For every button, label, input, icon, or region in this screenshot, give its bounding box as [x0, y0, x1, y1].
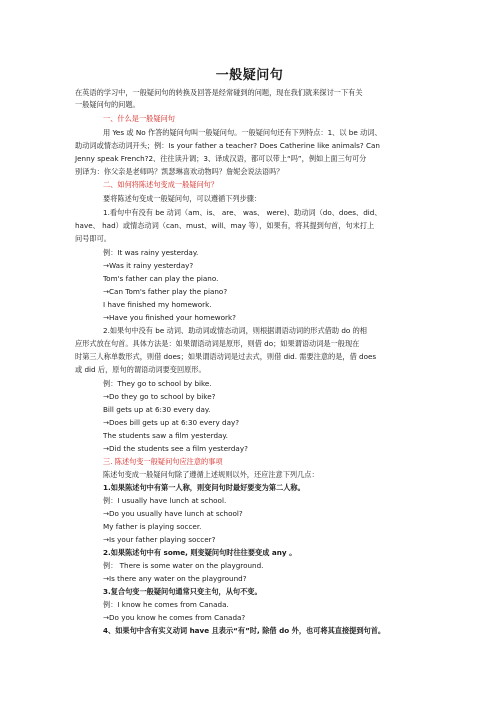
- text-line: 例：I know he comes from Canada.: [103, 600, 229, 609]
- text-line: →Do they go to school by bike?: [103, 392, 216, 401]
- text-line: 例：They go to school by bike.: [103, 379, 212, 388]
- text-line: →Does bill gets up at 6:30 every day?: [103, 418, 240, 427]
- text-line: →Do you usually have lunch at school?: [103, 509, 243, 518]
- text-line: →Can Tom's father play the piano?: [103, 287, 228, 296]
- text-line: 时第三人称单数形式，则借 does；如果谓语动词是过去式，则借 did. 需要注意的是，借 does: [75, 352, 377, 361]
- text-line: 或 did 后，原句的谓语动词要变回原形。: [75, 365, 206, 374]
- text-line: →Is there any water on the playground?: [103, 574, 247, 583]
- text-line: →Was it rainy yesterday?: [103, 261, 194, 270]
- text-line: My father is playing soccer.: [103, 522, 202, 531]
- section-heading: 三. 陈述句变一般疑问句应注意的事项: [103, 457, 223, 466]
- text-line: 在英语的学习中，一般疑问句的转换及回答是经常碰到的问题，现在我们就来探讨一下有关: [75, 88, 363, 97]
- text-line: have、 had）或情态动词（can、must、will、may 等），如果有，将其提到句首，句末打上: [75, 221, 375, 230]
- page-title: 一般疑问句: [215, 68, 284, 83]
- text-line: →Did the students see a film yesterday?: [103, 444, 248, 453]
- text-line: 应形式放在句首。具体方法是：如果谓语动词是原形，则借 do；如果谓语动词是一般现在: [75, 339, 360, 348]
- text-line: 例： There is some water on the playground.: [103, 561, 264, 570]
- text-line: →Do you know he comes from Canada?: [103, 613, 246, 622]
- text-line: 别译为：你父亲是老师吗？凯瑟琳喜欢动物吗？詹妮会说法语吗？: [75, 167, 284, 176]
- text-line: 2.如果句中没有 be 动词、助动词或情态动词，则根据谓语动词的形式借助 do 的相: [103, 326, 367, 335]
- section-heading: 二、如何将陈述句变成一般疑问句？: [103, 180, 219, 189]
- text-line: I have finished my homework.: [103, 300, 212, 309]
- text-line: →Is your father playing soccer?: [103, 535, 216, 544]
- text-line: Bill gets up at 6:30 every day.: [103, 405, 211, 414]
- text-line: 陈述句变成一般疑问句除了遵循上述规则以外，还应注意下列几点：: [103, 470, 319, 479]
- text-line: 一般疑问句的问题。: [75, 100, 140, 109]
- section-heading: 一、什么是一般疑问句: [103, 114, 175, 123]
- text-line: 4、如果句中含有实义动词 have 且表示“有”时, 除借 do 外，也可将其直接提到句首。: [103, 626, 386, 635]
- text-line: Jenny speak French?2、往往读升调；3、译成汉语，都可以带上“吗”，例如上面三句可分: [75, 154, 367, 163]
- text-line: The students saw a film yesterday.: [103, 431, 228, 440]
- text-line: 3.复合句变一般疑问句通常只变主句，从句不变。: [103, 587, 262, 596]
- text-line: →Have you finished your homework?: [103, 313, 236, 322]
- text-line: 助动词或情态动词开头；例：Is your father a teacher? Does Catherine like animals? Can: [75, 141, 380, 150]
- text-line: 1.看句中有没有 be 动词（am、is、 are、 was、 were)、助动词（do、does、did、: [103, 208, 382, 217]
- text-line: 要将陈述句变成一般疑问句，可以遵循下列步骤：: [103, 194, 262, 203]
- text-line: 用 Yes 或 No 作答的疑问句叫一般疑问句。一般疑问句还有下列特点：1、以 be 动词、: [103, 128, 382, 137]
- text-line: Tom's father can play the piano.: [103, 274, 219, 283]
- text-line: 2.如果陈述句中有 some, 则变疑问句时往往要变成 any 。: [103, 548, 297, 557]
- text-line: 例：I usually have lunch at school.: [103, 496, 227, 505]
- text-line: 1.如果陈述句中有第一人称，则变问句时最好要变为第二人称。: [103, 483, 305, 492]
- text-line: 例：It was rainy yesterday.: [103, 248, 199, 257]
- text-line: 问号即可。: [75, 234, 111, 243]
